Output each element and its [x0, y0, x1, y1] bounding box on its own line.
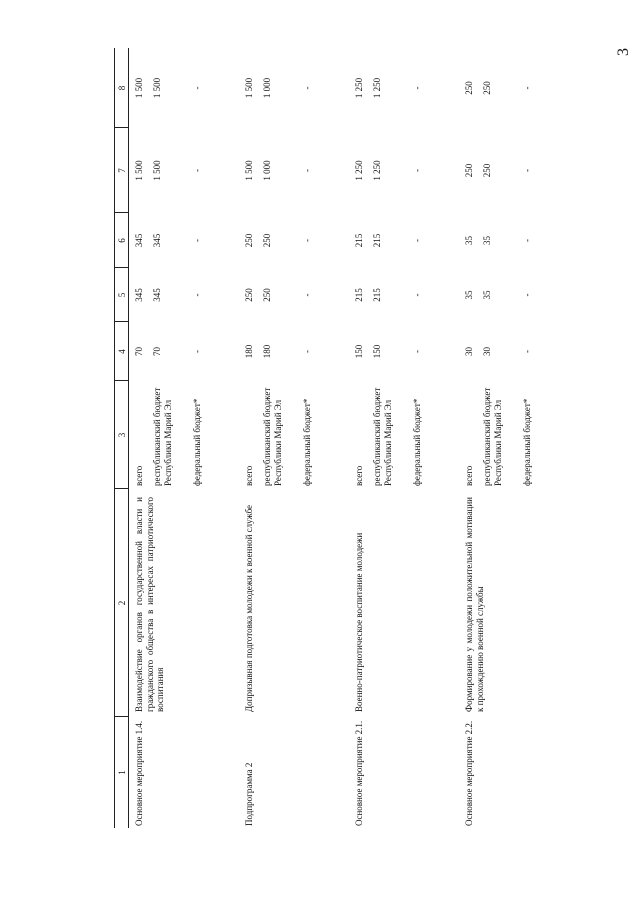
table-cell: 35: [482, 290, 492, 300]
table-cell: 30: [482, 347, 492, 356]
table-cell: 70: [152, 347, 162, 356]
table-cell: -: [412, 293, 422, 297]
table-cell: -: [412, 86, 422, 90]
source-label: всего: [464, 465, 474, 486]
table-cell: -: [412, 239, 422, 242]
table-cell: -: [192, 350, 202, 353]
table-cell: 215: [354, 288, 364, 302]
table-cell: 1 250: [372, 77, 382, 99]
table-cell: -: [522, 86, 532, 90]
table-cell: 250: [244, 288, 254, 302]
table-cell: 1 500: [134, 77, 144, 99]
row-description: Взаимодействие органов государственной власти и гражданского общества в интересах патриотического воспитания: [134, 497, 165, 712]
table-cell: -: [192, 169, 202, 172]
table-cell: 1 250: [354, 77, 364, 99]
table-cell: -: [522, 293, 532, 297]
table-cell: 345: [134, 233, 144, 248]
table-cell: -: [522, 350, 532, 353]
row-description: Военно-патриотическое воспитание молодежи: [354, 532, 364, 712]
row-name: Основное мероприятие 1.4.: [134, 720, 144, 826]
table-cell: -: [412, 350, 422, 353]
table-cell: 250: [464, 81, 474, 95]
column-header-5: 5: [117, 292, 127, 298]
source-label: федеральный бюджет*: [522, 398, 532, 486]
table-cell: -: [192, 86, 202, 90]
budget-table: [114, 48, 600, 828]
table-cell: -: [302, 350, 312, 353]
table-cell: 1 500: [244, 77, 254, 99]
column-header-3: 3: [117, 432, 127, 438]
table-cell: -: [522, 239, 532, 242]
table-cell: 30: [464, 347, 474, 356]
row-name: Основное мероприятие 2.2.: [464, 720, 474, 826]
table-cell: -: [522, 169, 532, 172]
column-header-7: 7: [117, 168, 127, 173]
table-cell: 1 000: [262, 160, 272, 181]
row-name: Основное мероприятие 2.1.: [354, 720, 364, 826]
table-cell: 1 500: [244, 160, 254, 181]
source-label: федеральный бюджет*: [302, 398, 312, 486]
table-cell: 1 250: [372, 160, 382, 181]
source-label: всего: [354, 465, 364, 486]
table-cell: 345: [152, 288, 162, 302]
table-cell: 1 250: [354, 160, 364, 181]
table-cell: 1 000: [262, 77, 272, 99]
source-label: республиканский бюджет Республики Марий Эл: [482, 387, 503, 486]
source-label: республиканский бюджет Республики Марий Эл: [372, 387, 393, 486]
row-description: Формирование у молодежи положительной мотивации к прохождению военной службы: [464, 497, 485, 712]
source-label: федеральный бюджет*: [192, 398, 202, 486]
source-label: всего: [134, 465, 144, 486]
table-cell: -: [302, 169, 312, 172]
table-cell: -: [412, 169, 422, 172]
source-label: федеральный бюджет*: [412, 398, 422, 486]
table-cell: 250: [244, 233, 254, 248]
table-cell: 250: [262, 288, 272, 302]
column-header-2: 2: [117, 600, 127, 606]
table-cell: 35: [464, 236, 474, 245]
table-cell: 180: [262, 344, 272, 359]
table-cell: 150: [354, 344, 364, 359]
row-description: Допризывная подготовка молодежи к военной службе: [244, 504, 254, 712]
column-header-8: 8: [117, 85, 127, 91]
table-cell: 250: [262, 233, 272, 248]
table-cell: 215: [354, 233, 364, 248]
table-cell: -: [192, 239, 202, 242]
table-cell: 35: [482, 236, 492, 245]
table-cell: 215: [372, 233, 382, 248]
table-cell: 35: [464, 290, 474, 300]
column-header-6: 6: [117, 238, 127, 243]
header-bottom-rule: [128, 48, 129, 828]
table-top-rule: [114, 48, 115, 828]
table-cell: 250: [482, 163, 492, 178]
table-cell: 250: [464, 163, 474, 178]
table-cell: -: [302, 239, 312, 242]
table-cell: 345: [152, 233, 162, 248]
column-header-4: 4: [117, 349, 127, 354]
source-label: республиканский бюджет Республики Марий Эл: [152, 387, 173, 486]
table-cell: 70: [134, 347, 144, 356]
column-header-1: 1: [117, 770, 127, 775]
row-name: Подпрограмма 2: [244, 762, 254, 826]
table-cell: -: [302, 86, 312, 90]
source-label: республиканский бюджет Республики Марий Эл: [262, 387, 283, 486]
page-number: 3: [615, 48, 632, 56]
table-cell: 1 500: [152, 77, 162, 99]
table-cell: 1 500: [134, 160, 144, 181]
table-cell: 250: [482, 81, 492, 95]
table-cell: 215: [372, 288, 382, 302]
table-cell: 180: [244, 344, 254, 359]
table-cell: -: [302, 293, 312, 297]
table-cell: -: [192, 293, 202, 297]
table-cell: 345: [134, 288, 144, 302]
table-cell: 150: [372, 344, 382, 359]
source-label: всего: [244, 465, 254, 486]
table-cell: 1 500: [152, 160, 162, 181]
